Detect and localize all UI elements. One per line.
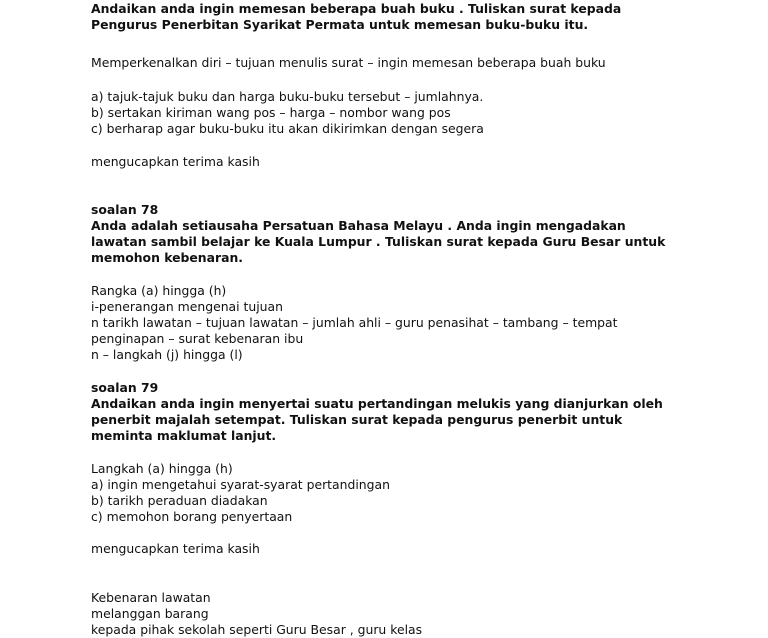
question-79-prompt-line: meminta maklumat lanjut. — [91, 428, 277, 443]
question-79-outline-line: Langkah (a) hingga (h) — [91, 461, 233, 476]
intro-section — [91, 1, 761, 170]
question-78-outline-line: i-penerangan mengenai tujuan — [91, 299, 283, 314]
intro-prompt-line: Andaikan anda ingin memesan beberapa buah buku . Tuliskan surat kepada — [91, 1, 622, 16]
question-78-outline-line: n tarikh lawatan – tujuan lawatan – jumlah ahli – guru penasihat – tambang – tempat — [91, 315, 618, 330]
notes-line: melanggan barang — [91, 606, 209, 621]
question-78-prompt-line: Anda adalah setiausaha Persatuan Bahasa Melayu . Anda ingin mengadakan — [91, 218, 626, 233]
document-page — [91, 0, 761, 638]
question-78-outline-line: penginapan – surat kebenaran ibu — [91, 331, 304, 346]
notes-section — [91, 590, 761, 638]
intro-outline: Memperkenalkan diri – tujuan menulis surat – ingin memesan beberapa buah buku — [91, 55, 606, 70]
question-78-section — [91, 202, 761, 363]
question-79-prompt-line: Andaikan anda ingin menyertai suatu pertandingan melukis yang dianjurkan oleh — [91, 396, 663, 411]
intro-prompt-line: Pengurus Penerbitan Syarikat Permata untuk memesan buku-buku itu. — [91, 17, 589, 32]
intro-point: b) sertakan kiriman wang pos – harga – nombor wang pos — [91, 105, 451, 120]
question-78-prompt-line: lawatan sambil belajar ke Kuala Lumpur . Tuliskan surat kepada Guru Besar untuk — [91, 234, 666, 249]
question-78-outline-line: n – langkah (j) hingga (l) — [91, 347, 243, 362]
question-79-heading: soalan 79 — [91, 380, 159, 395]
question-79-section — [91, 380, 761, 557]
question-79-outline-line: c) memohon borang penyertaan — [91, 509, 293, 524]
question-79-outline-line: b) tarikh peraduan diadakan — [91, 493, 268, 508]
question-79-prompt-line: penerbit majalah setempat. Tuliskan surat kepada pengurus penerbit untuk — [91, 412, 623, 427]
question-79-closing: mengucapkan terima kasih — [91, 541, 260, 556]
notes-line: Kebenaran lawatan — [91, 590, 211, 605]
intro-point: a) tajuk-tajuk buku dan harga buku-buku tersebut – jumlahnya. — [91, 89, 484, 104]
intro-point: c) berharap agar buku-buku itu akan dikirimkan dengan segera — [91, 121, 484, 136]
question-78-prompt-line: memohon kebenaran. — [91, 250, 243, 265]
question-79-outline-line: a) ingin mengetahui syarat-syarat pertandingan — [91, 477, 390, 492]
intro-closing: mengucapkan terima kasih — [91, 154, 260, 169]
question-78-outline-line: Rangka (a) hingga (h) — [91, 283, 227, 298]
notes-line: kepada pihak sekolah seperti Guru Besar , guru kelas — [91, 622, 423, 637]
question-78-heading: soalan 78 — [91, 202, 159, 217]
